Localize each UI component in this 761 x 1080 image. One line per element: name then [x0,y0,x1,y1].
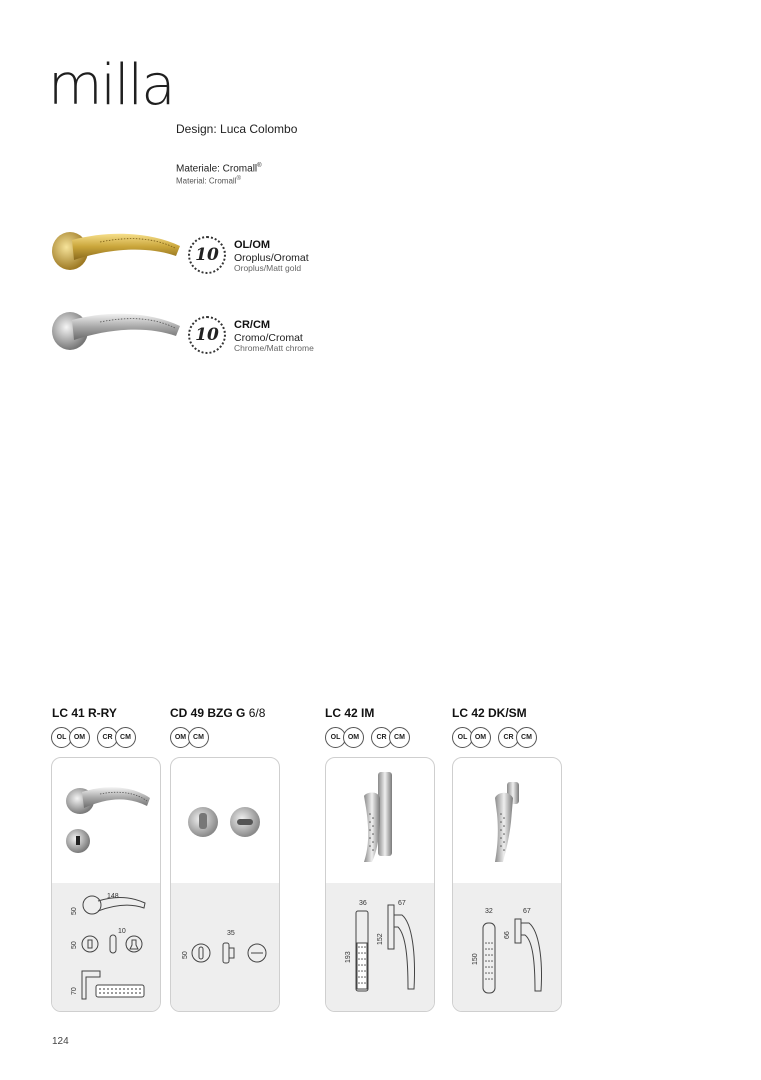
dim-label: 148 [107,893,119,900]
dim-label: 67 [523,908,531,915]
material-label-en: Material: Cromall® [176,176,241,186]
dim-label: 152 [377,933,384,945]
finish-cr-cm: CR/CM Cromo/Cromat Chrome/Matt chrome [234,319,314,353]
product-code-lc42im: LC 42 IM [325,706,375,720]
technical-drawing [52,883,161,1011]
page-number: 124 [52,1036,69,1047]
technical-drawing [171,883,280,1011]
lever-handle-image [52,758,161,885]
privacy-turn-image [171,758,280,885]
product-code-cd49: CD 49 BZG G 6/8 [170,706,266,720]
dim-label: 50 [71,941,78,949]
finish-chips: OL OM CR CM [452,727,534,748]
product-card-cd49 [170,757,280,1012]
product-card-lc42dk [452,757,562,1012]
gold-handle-image [50,226,182,276]
chrome-handle-image [50,306,182,356]
collection-title: milla [48,53,174,118]
finish-chips: OL OM CR CM [51,727,133,748]
dim-label: 35 [227,930,235,937]
product-card-lc42im [325,757,435,1012]
designer-credit: Design: Luca Colombo [176,122,298,136]
dim-label: 10 [118,928,126,935]
product-card-lc41 [51,757,161,1012]
dim-label: 150 [472,953,479,965]
finish-chips: OM CM [170,727,206,748]
window-handle-image [453,758,562,885]
dim-label: 50 [71,907,78,915]
finish-chips: OL OM CR CM [325,727,407,748]
dim-label: 36 [359,900,367,907]
product-code-lc42dk: LC 42 DK/SM [452,706,527,720]
dim-label: 70 [71,987,78,995]
warranty-10-badge: 10 [188,316,226,354]
window-handle-image [326,758,435,885]
dim-label: 32 [485,908,493,915]
technical-drawing [453,883,562,1011]
dim-label: 50 [182,951,189,959]
finish-ol-om: OL/OM Oroplus/Oromat Oroplus/Matt gold [234,239,309,273]
material-label-it: Materiale: Cromall® [176,163,262,175]
dim-label: 66 [504,931,511,939]
dim-label: 67 [398,900,406,907]
dim-label: 193 [345,951,352,963]
warranty-10-badge: 10 [188,236,226,274]
product-code-lc41: LC 41 R-RY [52,706,117,720]
technical-drawing [326,883,435,1011]
